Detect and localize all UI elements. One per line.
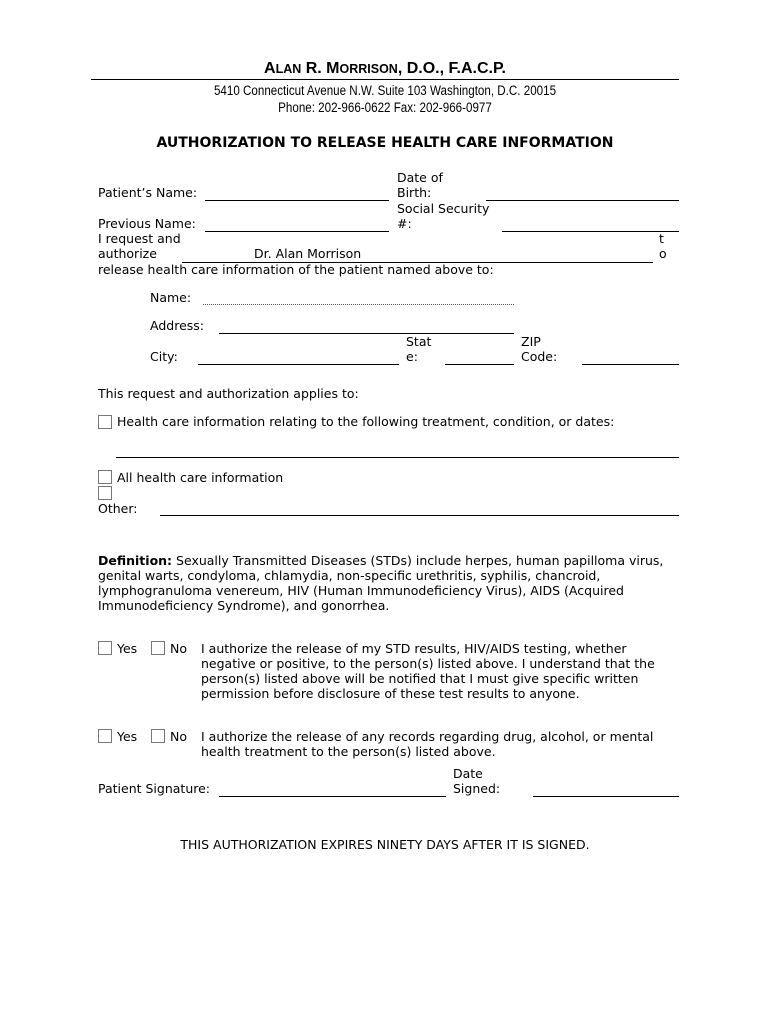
std-no-label: No <box>170 641 187 656</box>
form-title: AUTHORIZATION TO RELEASE HEALTH CARE INFORMATION <box>156 135 614 151</box>
std-no-checkbox[interactable] <box>151 641 165 655</box>
treatment-option-label: Health care information relating to the following treatment, condition, or dates: <box>117 414 615 429</box>
std-definition: Definition: Sexually Transmitted Diseases (STDs) include herpes, human papilloma virus, genital warts, condyloma, chlamydia, non-specific urethritis, syphilis, chancroid, lymphogranuloma venereum, HIV (Human Immunodeficiency Virus), AIDS (Acquired Immunodeficiency Syndrome), and gonorrhea. <box>98 553 664 613</box>
other-option-label: Other: <box>98 501 138 516</box>
treatment-details-field[interactable] <box>116 457 679 458</box>
patient-name-field[interactable] <box>205 200 389 201</box>
header-rule <box>91 79 679 80</box>
recipient-address-label: Address: <box>150 318 204 333</box>
ssn-field[interactable] <box>502 231 679 232</box>
std-consent-text: I authorize the release of my STD results, HIV/AIDS testing, whether negative or positive, to the person(s) listed above. I understand that the person(s) listed above will be notified that I must give specific written permission before disclosure of these test results to anyone. <box>201 641 655 701</box>
all-info-checkbox[interactable] <box>98 470 112 484</box>
practice-address: 5410 Connecticut Avenue N.W. Suite 103 Washington, D.C. 20015 <box>213 83 557 98</box>
recipient-city-label: City: <box>150 349 178 364</box>
recipient-zip-field[interactable] <box>582 364 679 365</box>
recipient-state-field[interactable] <box>445 364 514 365</box>
to-label: t o <box>659 231 667 261</box>
request-label: I request and authorize <box>98 231 181 261</box>
other-checkbox[interactable] <box>98 486 112 500</box>
signature-label: Patient Signature: <box>98 781 211 796</box>
previous-name-field[interactable] <box>205 231 389 232</box>
drug-consent-text: I authorize the release of any records regarding drug, alcohol, or mental health treatment to the person(s) listed above. <box>201 729 654 759</box>
recipient-state-label: Stat e: <box>406 334 432 364</box>
other-details-field[interactable] <box>160 515 679 516</box>
ssn-label: Social Security #: <box>397 201 490 231</box>
date-signed-label: Date Signed: <box>453 766 501 796</box>
recipient-name-label: Name: <box>150 290 192 305</box>
previous-name-label: Previous Name: <box>98 216 196 231</box>
std-yes-label: Yes <box>117 641 138 656</box>
practice-phone: Phone: 202-966-0622 Fax: 202-966-0977 <box>278 100 492 115</box>
drug-no-checkbox[interactable] <box>151 729 165 743</box>
std-yes-checkbox[interactable] <box>98 641 112 655</box>
drug-yes-label: Yes <box>117 729 138 744</box>
drug-no-label: No <box>170 729 187 744</box>
authorized-party-value[interactable]: Dr. Alan Morrison <box>254 246 362 261</box>
recipient-city-field[interactable] <box>198 364 399 365</box>
dob-field[interactable] <box>486 200 679 201</box>
signature-field[interactable] <box>219 796 446 797</box>
recipient-zip-label: ZIP Code: <box>521 334 558 364</box>
drug-yes-checkbox[interactable] <box>98 729 112 743</box>
recipient-address-field[interactable] <box>219 333 514 334</box>
all-info-option-label: All health care information <box>117 470 284 485</box>
dob-label: Date of Birth: <box>397 170 443 200</box>
applies-intro: This request and authorization applies to: <box>98 386 359 401</box>
expiration-notice: THIS AUTHORIZATION EXPIRES NINETY DAYS AFTER IT IS SIGNED. <box>180 837 590 852</box>
date-signed-field[interactable] <box>533 796 679 797</box>
release-statement: release health care information of the patient named above to: <box>98 262 494 277</box>
treatment-checkbox[interactable] <box>98 415 112 429</box>
recipient-name-field[interactable] <box>203 304 514 305</box>
patient-name-label: Patient’s Name: <box>98 185 198 200</box>
physician-name: ALAN R. MORRISON, D.O., F.A.C.P. <box>264 60 506 77</box>
